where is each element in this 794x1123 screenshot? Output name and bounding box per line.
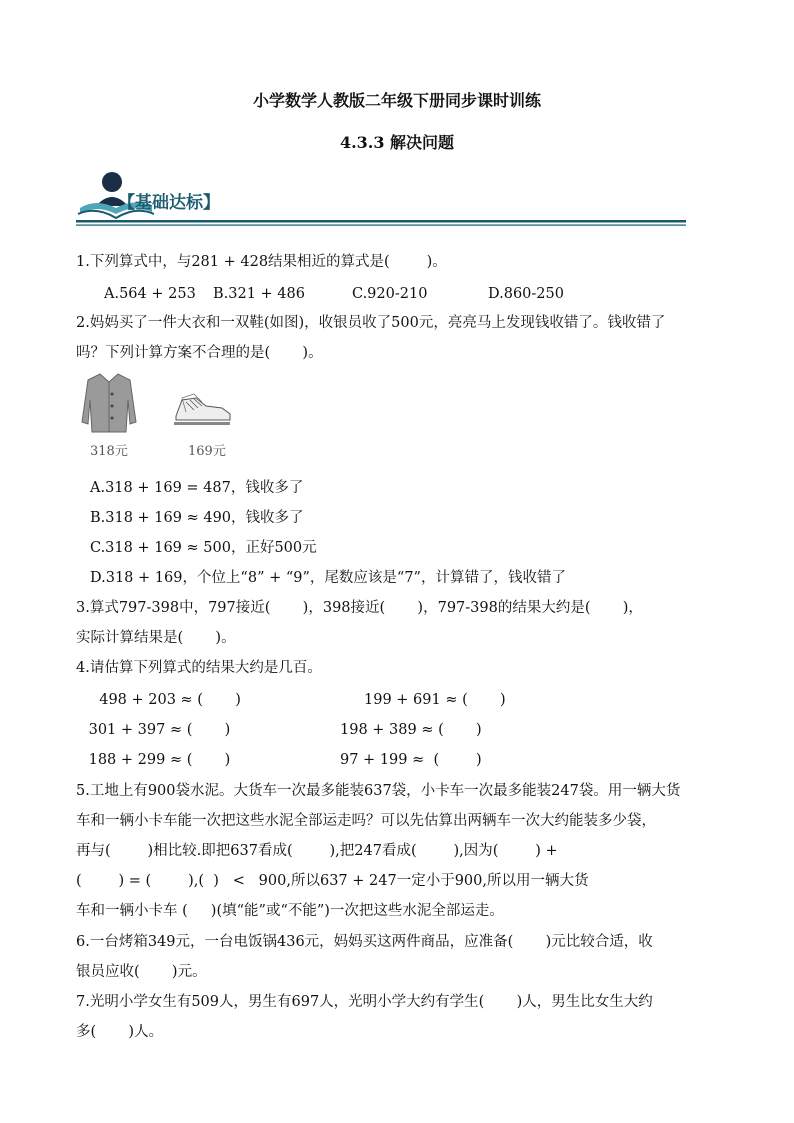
q7-line-2: 多( )人。 [76, 1024, 164, 1040]
q2-stem-1: 2.妈妈买了一件大衣和一双鞋(如图)，收银员收了500元，亮亮马上发现钱收错了。钱收错了 [76, 315, 666, 331]
section-label: 【基础达标】 [118, 193, 220, 213]
q1-option-d: D.860-250 [488, 286, 564, 302]
q3-line-2: 实际计算结果是( )。 [76, 630, 236, 646]
q2-option-a: A.318 + 169 = 487，钱收多了 [90, 480, 304, 496]
q2-option-b: B.318 + 169 ≈ 490，钱收多了 [90, 510, 304, 526]
q4-row1-right: 199 + 691 ≈ ( ) [364, 692, 506, 708]
q3-line-1: 3.算式797-398中，797接近( )，398接近( )，797-398的结果大约是( )， [76, 600, 643, 616]
q4-row1-left: 498 + 203 ≈ ( ) [90, 692, 241, 708]
q5-line-4: ( ) = ( ),( ) < 900,所以637 + 247一定小于900,所以用一辆大货 [76, 873, 589, 889]
coat-price: 318元 [90, 444, 128, 459]
q5-line-2: 车和一辆小卡车能一次把这些水泥全部运走吗？可以先估算出两辆车一次大约能装多少袋， [76, 813, 656, 829]
q1-option-c: C.920-210 [352, 286, 428, 302]
page-subtitle: 4.3.3 解决问题 [339, 133, 455, 152]
q6-line-2: 银员应收( )元。 [76, 964, 207, 980]
q4-row2-left: 301 + 397 ≈ ( ) [84, 722, 231, 738]
q4-row3-left: 188 + 299 ≈ ( ) [84, 752, 231, 768]
sneaker-icon [172, 388, 234, 428]
page-title: 小学数学人教版二年级下册同步课时训练 [252, 91, 541, 110]
q4-row3-right: 97 + 199 ≈ ( ) [340, 752, 482, 768]
q4-stem: 4.请估算下列算式的结果大约是几百。 [76, 660, 322, 676]
q5-line-1: 5.工地上有900袋水泥。大货车一次最多能装637袋，小卡车一次最多能装247袋。用一辆大货 [76, 783, 681, 799]
coat-icon [76, 370, 142, 436]
q6-line-1: 6.一台烤箱349元，一台电饭锅436元，妈妈买这两件商品，应准备( )元比较合适，收 [76, 934, 653, 950]
q2-option-d: D.318 + 169，个位上“8” + “9”，尾数应该是“7”，计算错了，钱收错了 [90, 570, 566, 586]
q5-line-3: 再与( )相比较.即把637看成( ),把247看成( ),因为( ) + [76, 843, 558, 859]
q5-line-5: 车和一辆小卡车 ( )(填“能”或“不能”)一次把这些水泥全部运走。 [76, 903, 504, 919]
q2-option-c: C.318 + 169 ≈ 500，正好500元 [90, 540, 317, 556]
q1-option-a: A.564 + 253 [104, 286, 196, 302]
q7-line-1: 7.光明小学女生有509人，男生有697人，光明小学大约有学生( )人，男生比女生大约 [76, 994, 653, 1010]
q1-option-b: B.321 + 486 [213, 286, 305, 302]
shoe-price: 169元 [188, 444, 226, 459]
q1-stem: 1.下列算式中，与281 + 428结果相近的算式是( )。 [76, 254, 447, 270]
q4-row2-right: 198 + 389 ≈ ( ) [340, 722, 482, 738]
q2-stem-2: 吗？下列计算方案不合理的是( )。 [76, 345, 323, 361]
